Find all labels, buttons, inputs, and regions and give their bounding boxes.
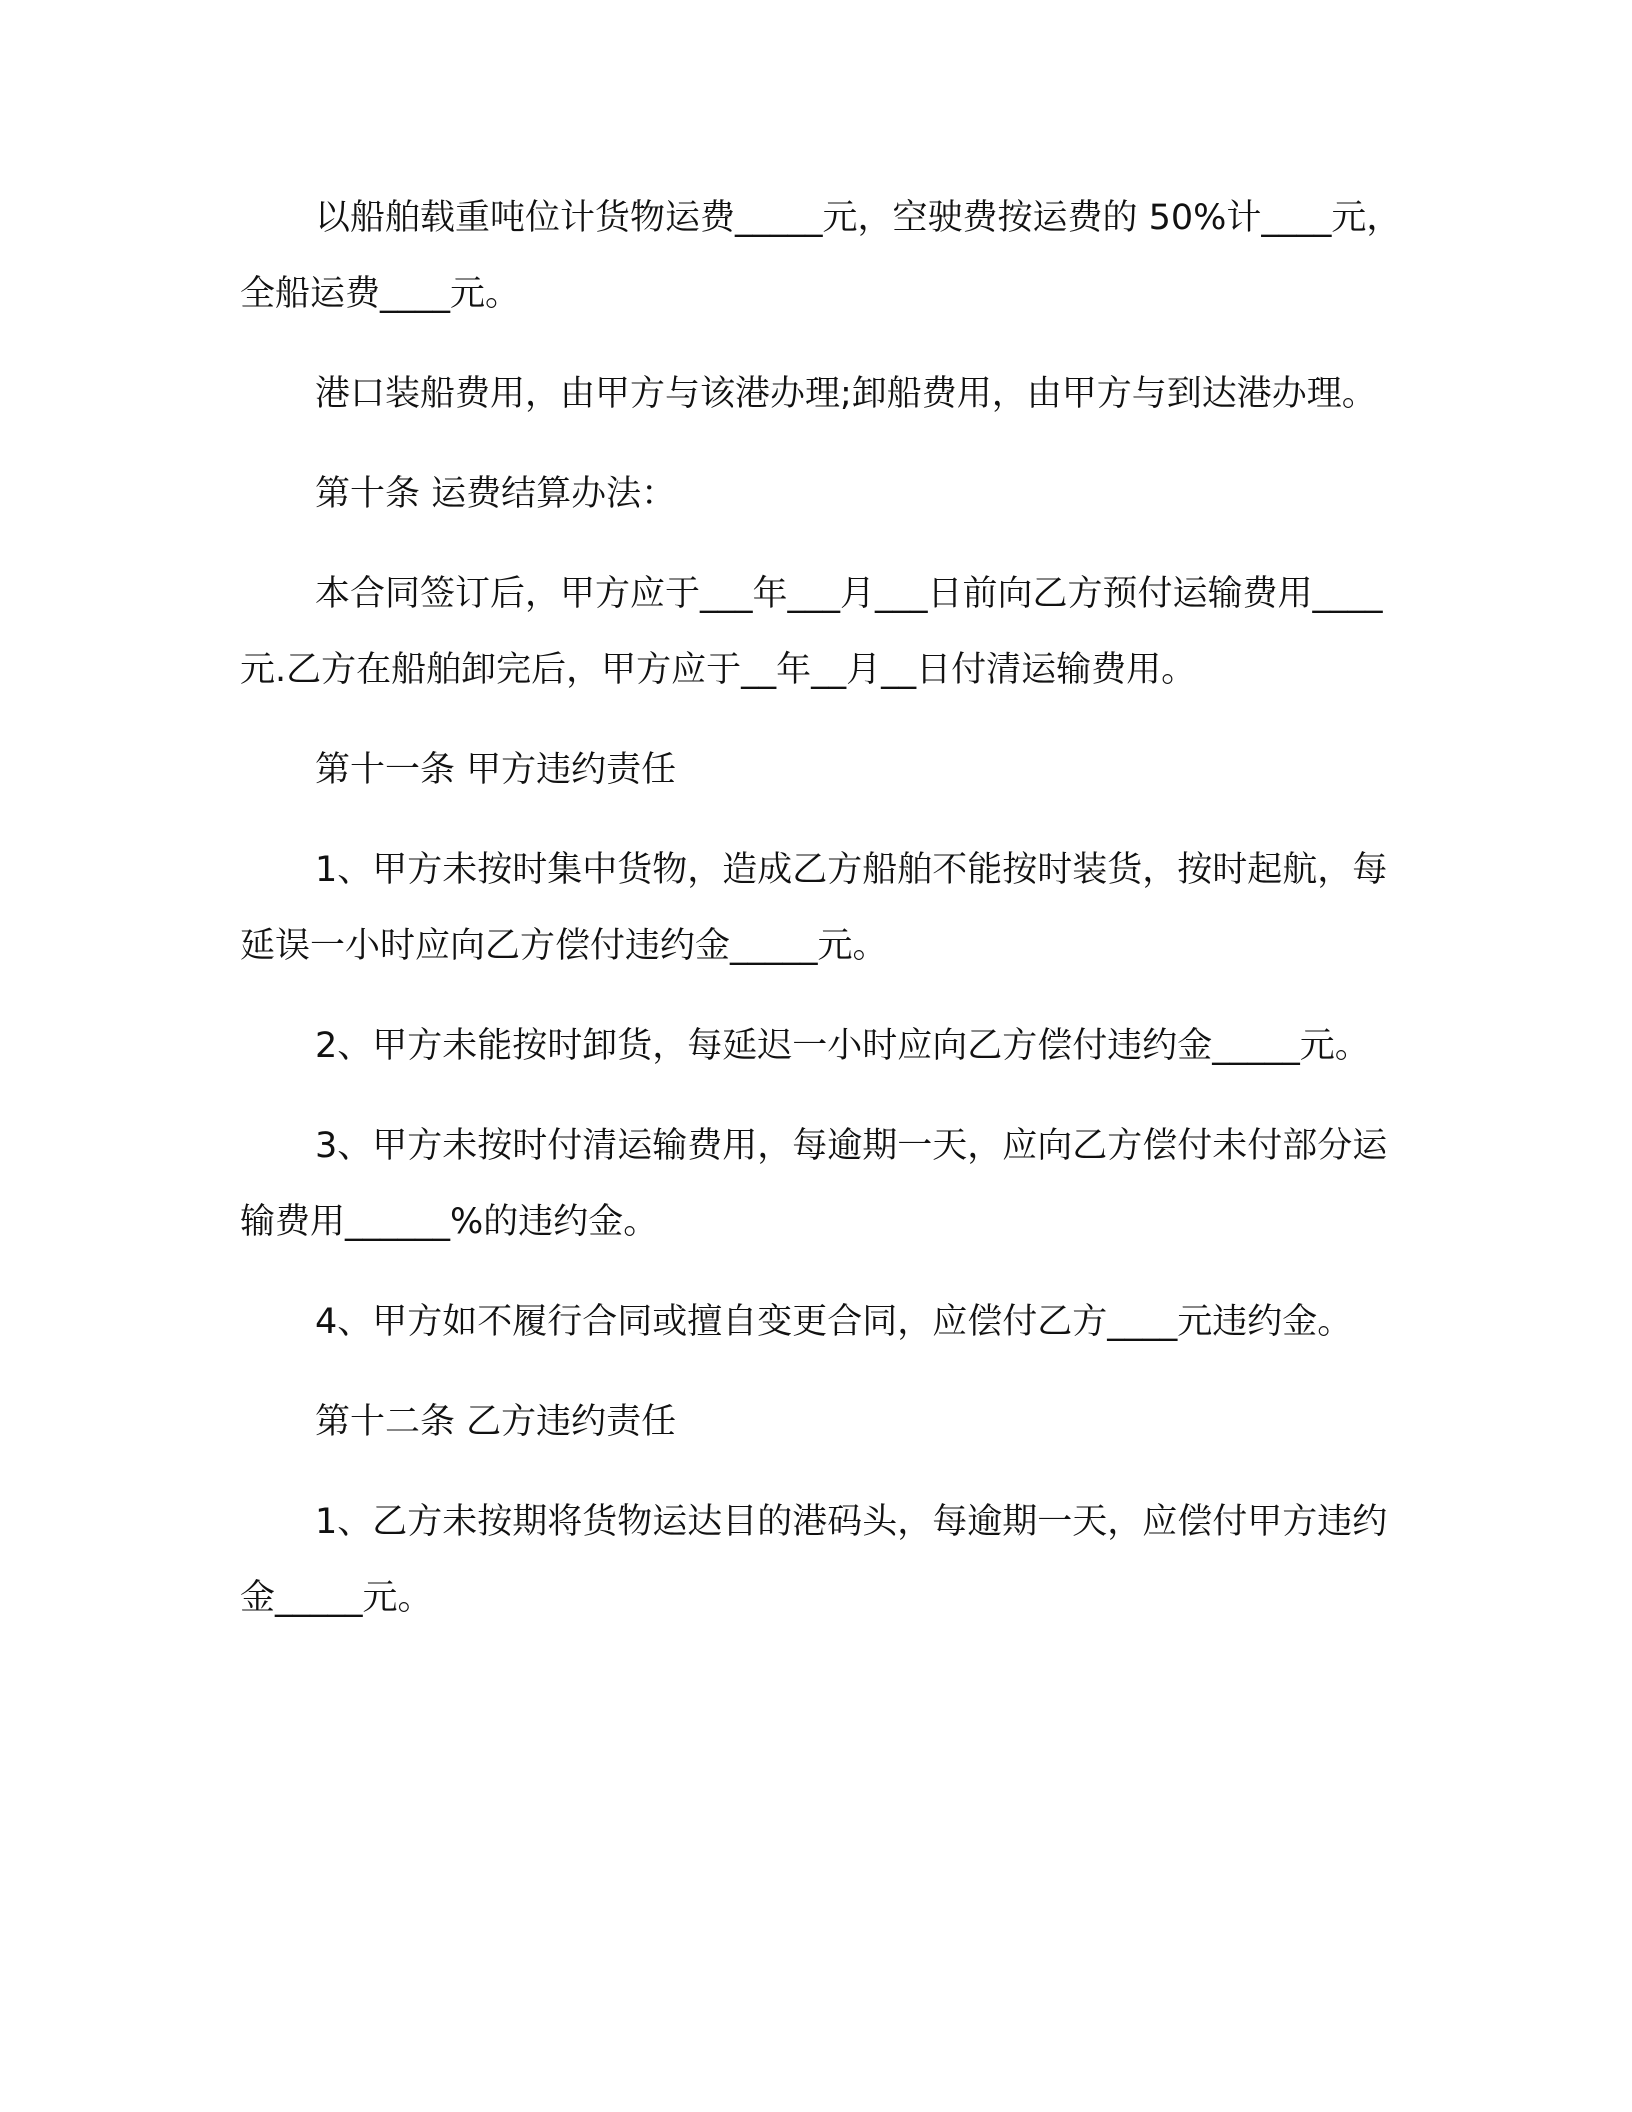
article-11-heading: 第十一条 甲方违约责任 xyxy=(315,750,677,790)
article-11-item-4: 4、甲方如不履行合同或擅自变更合同，应偿付乙方____元违约金。 xyxy=(315,1302,1353,1342)
article-11-item-2: 2、甲方未能按时卸货，每延迟一小时应向乙方偿付违约金_____元。 xyxy=(315,1026,1370,1066)
paragraph-freight: 以船舶载重吨位计货物运费_____元，空驶费按运费的 50%计____元，全船运费____元。 xyxy=(240,198,1402,314)
article-12-heading: 第十二条 乙方违约责任 xyxy=(315,1402,677,1442)
article-11-item-1: 1、甲方未按时集中货物，造成乙方船舶不能按时装货，按时起航，每延误一小时应向乙方偿付违约金_____元。 xyxy=(240,850,1388,966)
paragraph-port-fees: 港口装船费用，由甲方与该港办理;卸船费用，由甲方与到达港办理。 xyxy=(315,374,1377,414)
document-body xyxy=(240,180,1420,1660)
article-11-item-3: 3、甲方未按时付清运输费用，每逾期一天，应向乙方偿付未付部分运输费用______%的违约金。 xyxy=(240,1126,1388,1242)
article-10-heading: 第十条 运费结算办法： xyxy=(315,474,677,514)
article-12-item-1: 1、乙方未按期将货物运达目的港码头，每逾期一天，应偿付甲方违约金_____元。 xyxy=(240,1502,1388,1618)
paragraph-settlement: 本合同签订后，甲方应于___年___月___日前向乙方预付运输费用____元.乙方在船舶卸完后，甲方应于__年__月__日付清运输费用。 xyxy=(240,574,1383,690)
